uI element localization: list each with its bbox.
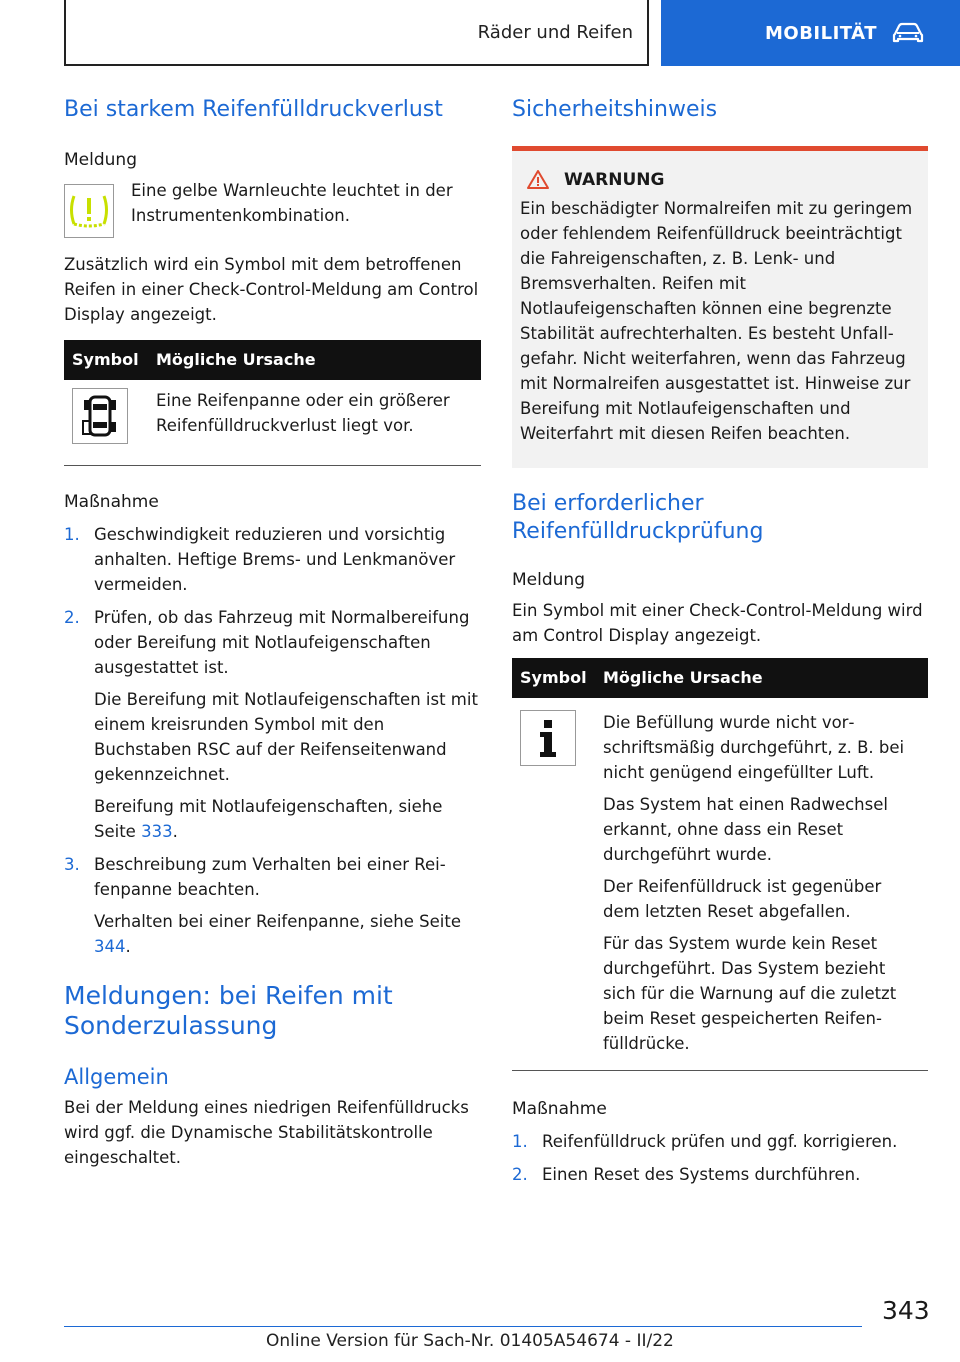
step-number: 3. <box>64 855 80 874</box>
step-number: 2. <box>512 1165 528 1184</box>
warning-box <box>512 146 928 468</box>
heading-allgemein: Allgemein <box>64 1065 169 1089</box>
step-number: 1. <box>64 525 80 544</box>
table-header-symbol: Symbol <box>64 340 148 380</box>
page-link-344[interactable]: 344 <box>94 937 126 956</box>
step-text: Geschwindigkeit reduzieren und vorsichtig anhalten. Heftige Brems- und Lenkmanöver vermeiden. <box>94 525 456 594</box>
right-column <box>512 96 928 1187</box>
footer-divider <box>64 1326 862 1327</box>
flat-tire-vehicle-icon <box>72 388 128 444</box>
massnahme-label: Maßnahme <box>64 492 159 512</box>
step-number: 1. <box>512 1132 528 1151</box>
warning-text: Ein beschädigter Normalreifen mit zu geringem oder fehlendem Reifenfülldruck beeinträchtigt die Fahreigenschaften, z. B. Lenk- und Bremsverhalten. Reifen mit Notlaufeigenschaften können eine begrenzte Stabilität aufrechterhalten. Es besteht Unfallgefahr. Nicht weiterfahren, wenn das Fahrzeug mit Normalreifen ausgestattet ist. Hinweise zur Bereifung mit Notlaufeigenschaften und Weiterfahrt mit diesen Reifen beachten. <box>520 199 913 443</box>
list-item <box>512 1162 928 1187</box>
warning-light-text: Eine gelbe Warnleuchte leuchtet in der Instrumentenkombination. <box>131 181 453 225</box>
table-cause-text: Eine Reifenpanne oder ein größerer Reifenfülldruckverlust liegt vor. <box>156 391 450 435</box>
action-steps-list <box>64 522 481 959</box>
page-number: 343 <box>882 1296 930 1325</box>
heading-safety-note: Sicherheitshinweis <box>512 97 718 122</box>
table-row <box>512 698 928 1071</box>
step-text: Beschreibung zum Verhalten bei einer Reifenpanne beachten. <box>94 855 446 899</box>
step-text: Prüfen, ob das Fahrzeug mit Normalbereifung oder Bereifung mit Notlaufeigenschaften ausgestattet ist. <box>94 608 470 677</box>
step-number: 2. <box>64 608 80 627</box>
header-section-title <box>64 0 649 66</box>
meldung-label: Meldung <box>512 570 585 590</box>
cause-text: Die Befüllung wurde nicht vorschriftsmäßig durchgeführt, z. B. bei nicht genügend eingefüllter Luft. <box>603 713 905 782</box>
cause-text: Das System hat einen Radwechsel erkannt, ohne dass ein Reset durchgeführt wurde. <box>603 795 888 864</box>
step-text: Reifenfülldruck prüfen und ggf. korrigieren. <box>542 1132 898 1151</box>
massnahme-label: Maßnahme <box>512 1099 607 1119</box>
action-steps-list <box>512 1129 928 1187</box>
section-title: Räder und Reifen <box>477 21 633 43</box>
list-item <box>64 605 481 844</box>
heading-strong-pressure-loss: Bei starkem Reifenfülldruckverlust <box>64 97 443 122</box>
tire-pressure-warning-icon <box>64 184 114 238</box>
warning-light-row <box>64 178 481 238</box>
cause-text: Der Reifenfülldruck ist gegenüber dem letzten Reset abgefallen. <box>603 877 882 921</box>
step-reference: Verhalten bei einer Reifenpanne, siehe Seite 344. <box>94 912 461 956</box>
header-chapter-tab[interactable] <box>661 0 960 66</box>
left-column <box>64 96 481 1170</box>
car-icon <box>891 22 925 44</box>
meldung-label: Meldung <box>64 150 137 170</box>
heading-pressure-check: Bei erforderlicher Reifenfülldruckprüfung <box>512 491 764 544</box>
list-item <box>64 522 481 597</box>
warning-header <box>520 169 918 190</box>
step-reference: Bereifung mit Notlaufeigenschaften, siehe Seite 333. <box>94 797 443 841</box>
warning-triangle-icon <box>526 169 550 190</box>
table-causes-cell <box>595 698 928 1071</box>
table-row <box>64 380 481 466</box>
heading-special-tires: Meldungen: bei Reifen mit Sonderzulassung <box>64 981 393 1040</box>
step-note: Die Bereifung mit Notlaufeigenschaften ist mit einem kreisrunden Symbol mit den Buchstaben RSC auf der Reifenseitenwand gekennzeichnet. <box>94 690 478 784</box>
cause-text: Für das System wurde kein Reset durchgeführt. Das System bezieht sich für die Warnung auf die zuletzt beim Reset gespeicherten Reifenfülldrücke. <box>603 934 897 1053</box>
warning-label: WARNUNG <box>564 169 665 190</box>
list-item <box>64 852 481 959</box>
chapter-title: MOBILITÄT <box>765 22 877 44</box>
table-header-symbol: Symbol <box>512 658 595 698</box>
meldung-text: Ein Symbol mit einer Check-Control-Meldung wird am Control Display angezeigt. <box>512 601 923 645</box>
table-header-cause: Mögliche Ursache <box>148 340 481 380</box>
cause-table-2 <box>512 658 928 1071</box>
footer-version-text: Online Version für Sach-Nr. 01405A54674 - II/22 <box>266 1331 674 1351</box>
step-text: Einen Reset des Systems durchführen. <box>542 1165 861 1184</box>
cause-table-1 <box>64 340 481 466</box>
info-icon <box>520 710 576 766</box>
page-link-333[interactable]: 333 <box>141 822 173 841</box>
list-item <box>512 1129 928 1154</box>
allgemein-text: Bei der Meldung eines niedrigen Reifenfülldrucks wird ggf. die Dynamische Stabilitätskontrolle eingeschaltet. <box>64 1098 469 1167</box>
additional-symbol-text: Zusätzlich wird ein Symbol mit dem betroffenen Reifen in einer Check-Control-Meldung am Control Display angezeigt. <box>64 255 479 324</box>
table-header-cause: Mögliche Ursache <box>595 658 928 698</box>
